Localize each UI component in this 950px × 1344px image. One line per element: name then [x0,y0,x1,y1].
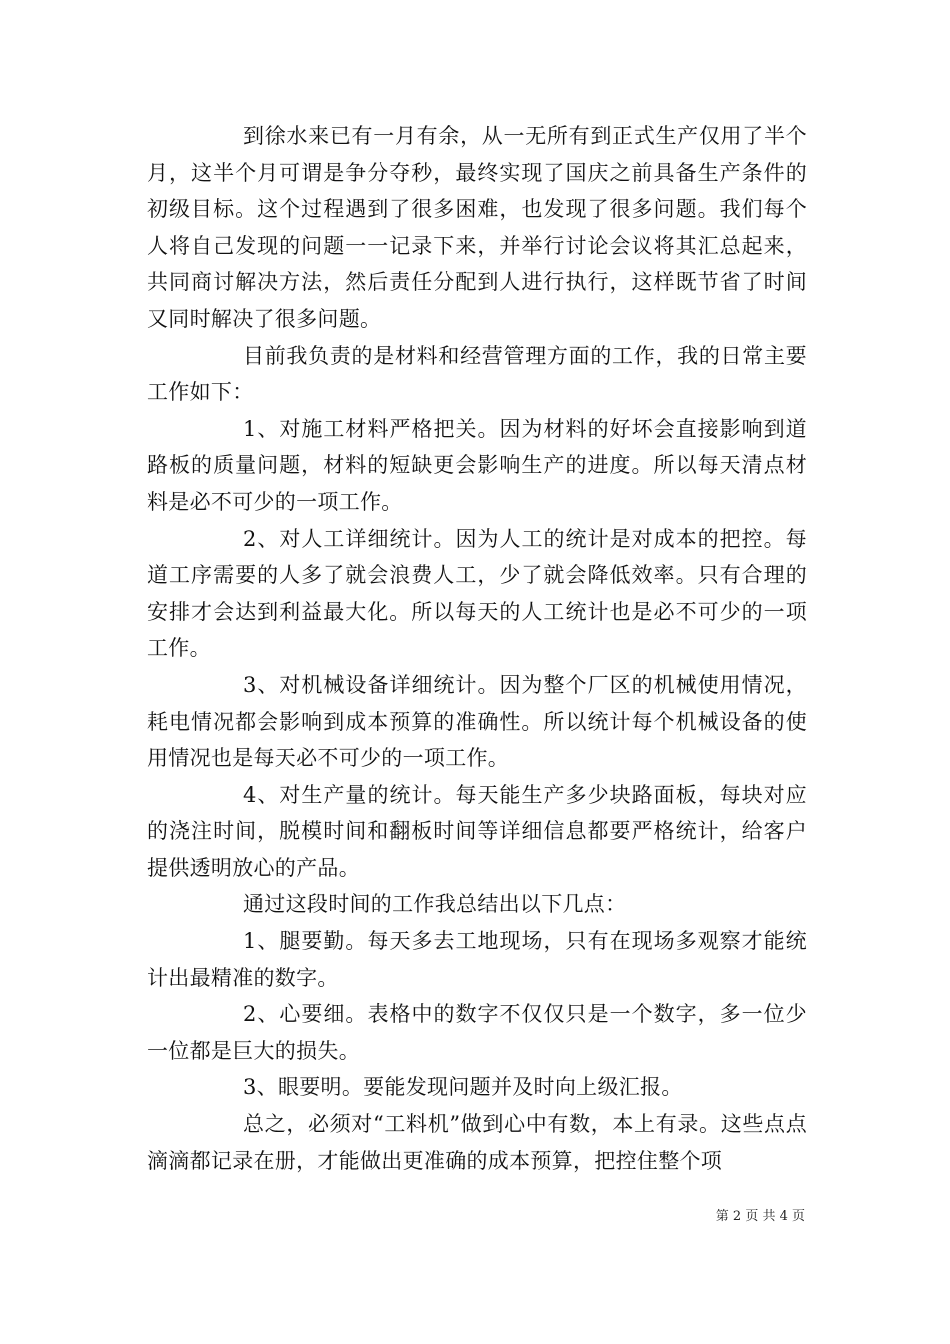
paragraph-responsibility: 目前我负责的是材料和经营管理方面的工作，我的日常主要工作如下： [147,343,807,405]
paragraph-summary-intro: 通过这段时间的工作我总结出以下几点： [243,892,627,917]
page-number: 第 2 页 共 4 页 [715,1209,805,1224]
paragraph-point-legs: 1、腿要勤。每天多去工地现场，只有在现场多观察才能统计出最精准的数字。 [147,929,807,990]
paragraph-intro: 到徐水来已有一月有余，从一无所有到正式生产仅用了半个月，这半个月可谓是争分夺秒，最终实现了国庆之前具备生产条件的初级目标。这个过程遇到了很多困难，也发现了很多问题。我们每个人将自己发现的问题一一记录下来，并举行讨论会议将其汇总起来，共同商讨解决方法，然后责任分配到人进行执行，这样既节省了时间又同时解决了很多问题。 [147,124,807,331]
document-body [147,118,807,1179]
paragraph-conclusion: 总之，必须对“工料机”做到心中有数，本上有录。这些点点滴滴都记录在册，才能做出更准确的成本预算，把控住整个项 [147,1112,807,1173]
paragraph-item-labor: 2、对人工详细统计。因为人工的统计是对成本的把控。每道工序需要的人多了就会浪费人工，少了就会降低效率。只有合理的安排才会达到利益最大化。所以每天的人工统计也是必不可少的一项工作。 [147,526,807,661]
paragraph-item-output: 4、对生产量的统计。每天能生产多少块路面板，每块对应的浇注时间，脱模时间和翻板时间等详细信息都要严格统计，给客户提供透明放心的产品。 [147,782,807,880]
paragraph-item-materials: 1、对施工材料严格把关。因为材料的好坏会直接影响到道路板的质量问题，材料的短缺更会影响生产的进度。所以每天清点材料是必不可少的一项工作。 [147,416,807,514]
paragraph-point-eyes: 3、眼要明。要能发现问题并及时向上级汇报。 [243,1075,683,1100]
paragraph-point-heart: 2、心要细。表格中的数字不仅仅只是一个数字，多一位少一位都是巨大的损失。 [147,1002,807,1063]
paragraph-item-machinery: 3、对机械设备详细统计。因为整个厂区的机械使用情况，耗电情况都会影响到成本预算的准确性。所以统计每个机械设备的使用情况也是每天必不可少的一项工作。 [147,672,807,771]
